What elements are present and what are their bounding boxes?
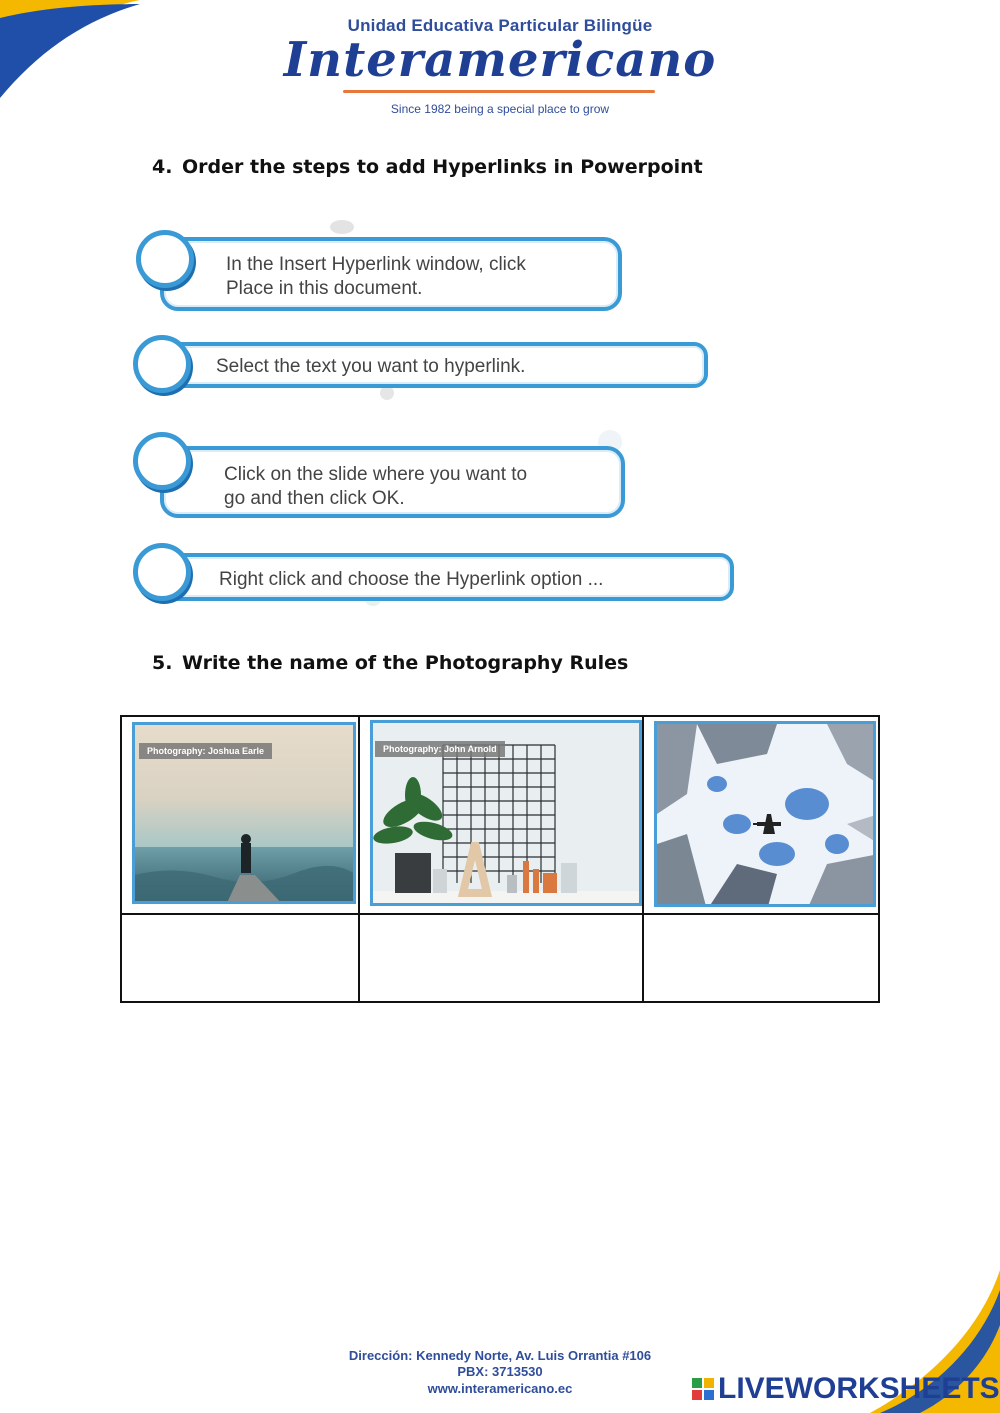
school-tagline: Since 1982 being a special place to grow: [390, 102, 610, 116]
photo-row: [121, 716, 879, 914]
footer-website[interactable]: www.interamericano.ec: [427, 1381, 573, 1396]
answer-cell-2[interactable]: [359, 914, 643, 1002]
step-3-number-circle[interactable]: [133, 432, 191, 490]
school-brand-logo: Interamericano: [283, 32, 717, 88]
answer-row: [121, 914, 879, 1002]
school-name: Unidad Educativa Particular Bilingüe: [347, 16, 653, 35]
question-4-title: [152, 156, 703, 178]
answer-cell-1[interactable]: [121, 914, 359, 1002]
question-4-number: 4.: [152, 156, 173, 178]
step-box-2: [160, 342, 708, 388]
step-box-4: [160, 553, 734, 601]
decorative-dot: [330, 220, 354, 234]
step-2-line-1: Select the text you want to hyperlink.: [216, 356, 526, 377]
sea-horizon-photo: [132, 722, 356, 904]
question-4-text: Order the steps to add Hyperlinks in Powerpoint: [182, 156, 703, 178]
photo-1-caption: Photography: Joshua Earle: [139, 743, 272, 759]
decorative-dot: [380, 386, 394, 400]
step-3-line-1: Click on the slide where you want to: [224, 464, 528, 485]
photo-cell-1: [121, 716, 359, 914]
brand-underline: [343, 90, 655, 93]
step-2-number-circle[interactable]: [133, 335, 191, 393]
step-1-number-circle[interactable]: [136, 230, 194, 288]
liveworksheets-icon: [692, 1378, 714, 1400]
skyscrapers-airplane-photo: [654, 721, 876, 907]
question-5-number: 5.: [152, 652, 173, 674]
answer-cell-3[interactable]: [643, 914, 879, 1002]
skyscrapers-airplane-image: [657, 724, 876, 907]
photo-cell-2: [359, 716, 643, 914]
step-4-number-circle[interactable]: [133, 543, 191, 601]
step-1-line-1: In the Insert Hyperlink window, click: [226, 254, 526, 275]
step-box-3: [160, 446, 625, 518]
step-4-line-1: Right click and choose the Hyperlink option ...: [219, 569, 604, 590]
photography-rules-table: [120, 715, 880, 1003]
question-5-title: [152, 652, 628, 674]
step-box-1: [160, 237, 622, 311]
step-1-line-2: Place in this document.: [226, 278, 423, 299]
liveworksheets-logo[interactable]: LIVEWORKSHEETS: [718, 1372, 1000, 1405]
question-5-text: Write the name of the Photography Rules: [182, 652, 629, 674]
step-3-line-2: go and then click OK.: [224, 488, 405, 509]
shelf-still-life-photo: [370, 720, 642, 906]
photo-2-caption: Photography: John Arnold: [375, 741, 505, 757]
footer-address: Dirección: Kennedy Norte, Av. Luis Orrantia #106: [348, 1348, 652, 1363]
photo-cell-3: [643, 716, 879, 914]
footer-phone: PBX: 3713530: [457, 1364, 543, 1379]
